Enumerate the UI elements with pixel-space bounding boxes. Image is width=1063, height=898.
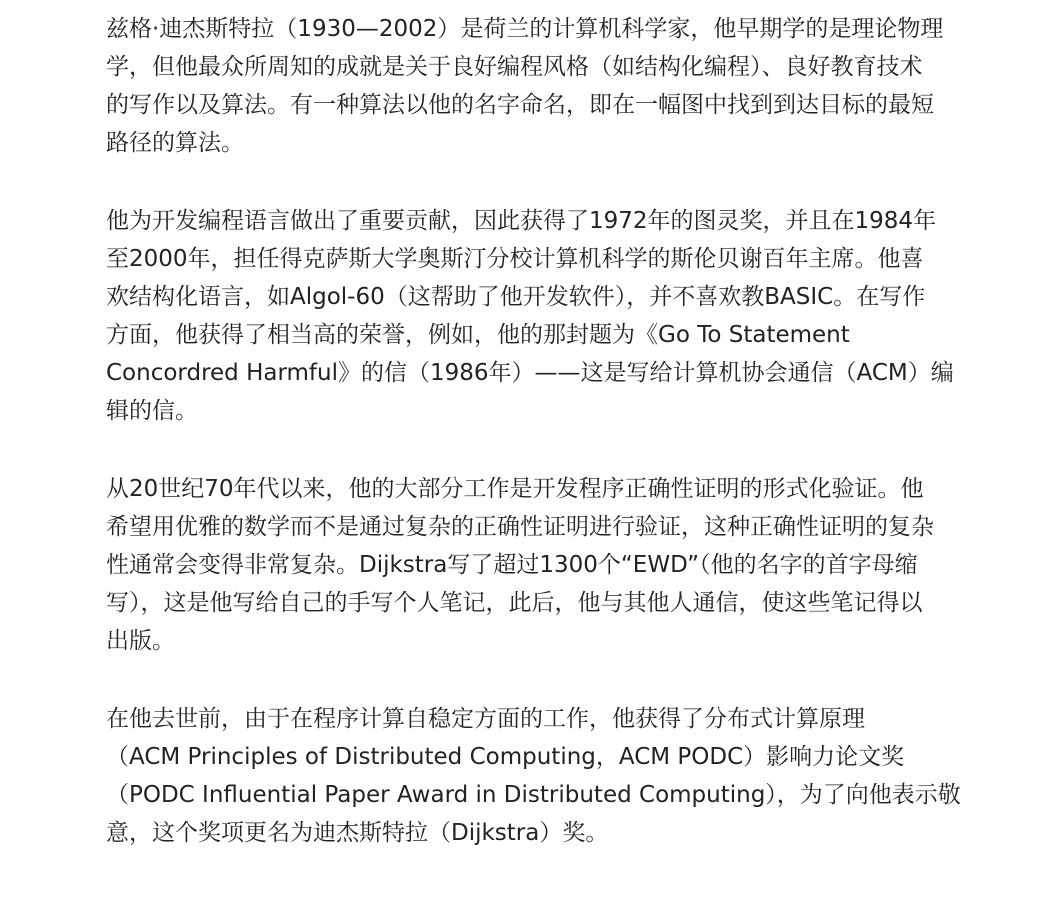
text-line: 出版。 <box>106 628 175 654</box>
paragraph-intro <box>106 10 986 162</box>
paragraph-award <box>106 700 986 852</box>
text-line: 意，这个奖项更名为迪杰斯特拉（Dijkstra）奖。 <box>106 820 609 846</box>
text-line: 从20世纪70年代以来，他的大部分工作是开发程序正确性证明的形式化验证。他 <box>106 476 924 502</box>
text-line: 路径的算法。 <box>106 130 244 156</box>
text-line: 兹格·迪杰斯特拉（1930—2002）是荷兰的计算机科学家，他早期学的是理论物理 <box>106 16 944 42</box>
text-line: 方面，他获得了相当高的荣誉，例如，他的那封题为《Go To Statement <box>106 322 850 348</box>
text-line: 至2000年，担任得克萨斯大学奥斯汀分校计算机科学的斯伦贝谢百年主席。他喜 <box>106 246 924 272</box>
text-line: （ACM Principles of Distributed Computing，ACM PODC）影响力论文奖 <box>106 744 905 770</box>
paragraph-verification <box>106 470 986 660</box>
article-body <box>106 10 986 892</box>
text-line: 学，但他最众所周知的成就是关于良好编程风格（如结构化编程）、良好教育技术 <box>106 54 923 80</box>
text-line: 性通常会变得非常复杂。Dijkstra写了超过1300个“EWD”（他的名字的首字母缩 <box>106 552 918 578</box>
text-line: Concordred Harmful》的信（1986年）——这是写给计算机协会通信（ACM）编 <box>106 360 954 386</box>
text-line: 希望用优雅的数学而不是通过复杂的正确性证明进行验证，这种正确性证明的复杂 <box>106 514 934 540</box>
text-line: 的写作以及算法。有一种算法以他的名字命名，即在一幅图中找到到达目标的最短 <box>106 92 934 118</box>
text-line: 辑的信。 <box>106 398 198 424</box>
text-line: 欢结构化语言，如Algol-60（这帮助了他开发软件），并不喜欢教BASIC。在写作 <box>106 284 926 310</box>
text-line: （PODC Influential Paper Award in Distributed Computing），为了向他表示敬 <box>106 782 961 808</box>
paragraph-contributions <box>106 202 986 430</box>
text-line: 他为开发编程语言做出了重要贡献，因此获得了1972年的图灵奖，并且在1984年 <box>106 208 937 234</box>
text-line: 写），这是他写给自己的手写个人笔记，此后，他与其他人通信，使这些笔记得以 <box>106 590 923 616</box>
text-line: 在他去世前，由于在程序计算自稳定方面的工作，他获得了分布式计算原理 <box>106 706 865 732</box>
